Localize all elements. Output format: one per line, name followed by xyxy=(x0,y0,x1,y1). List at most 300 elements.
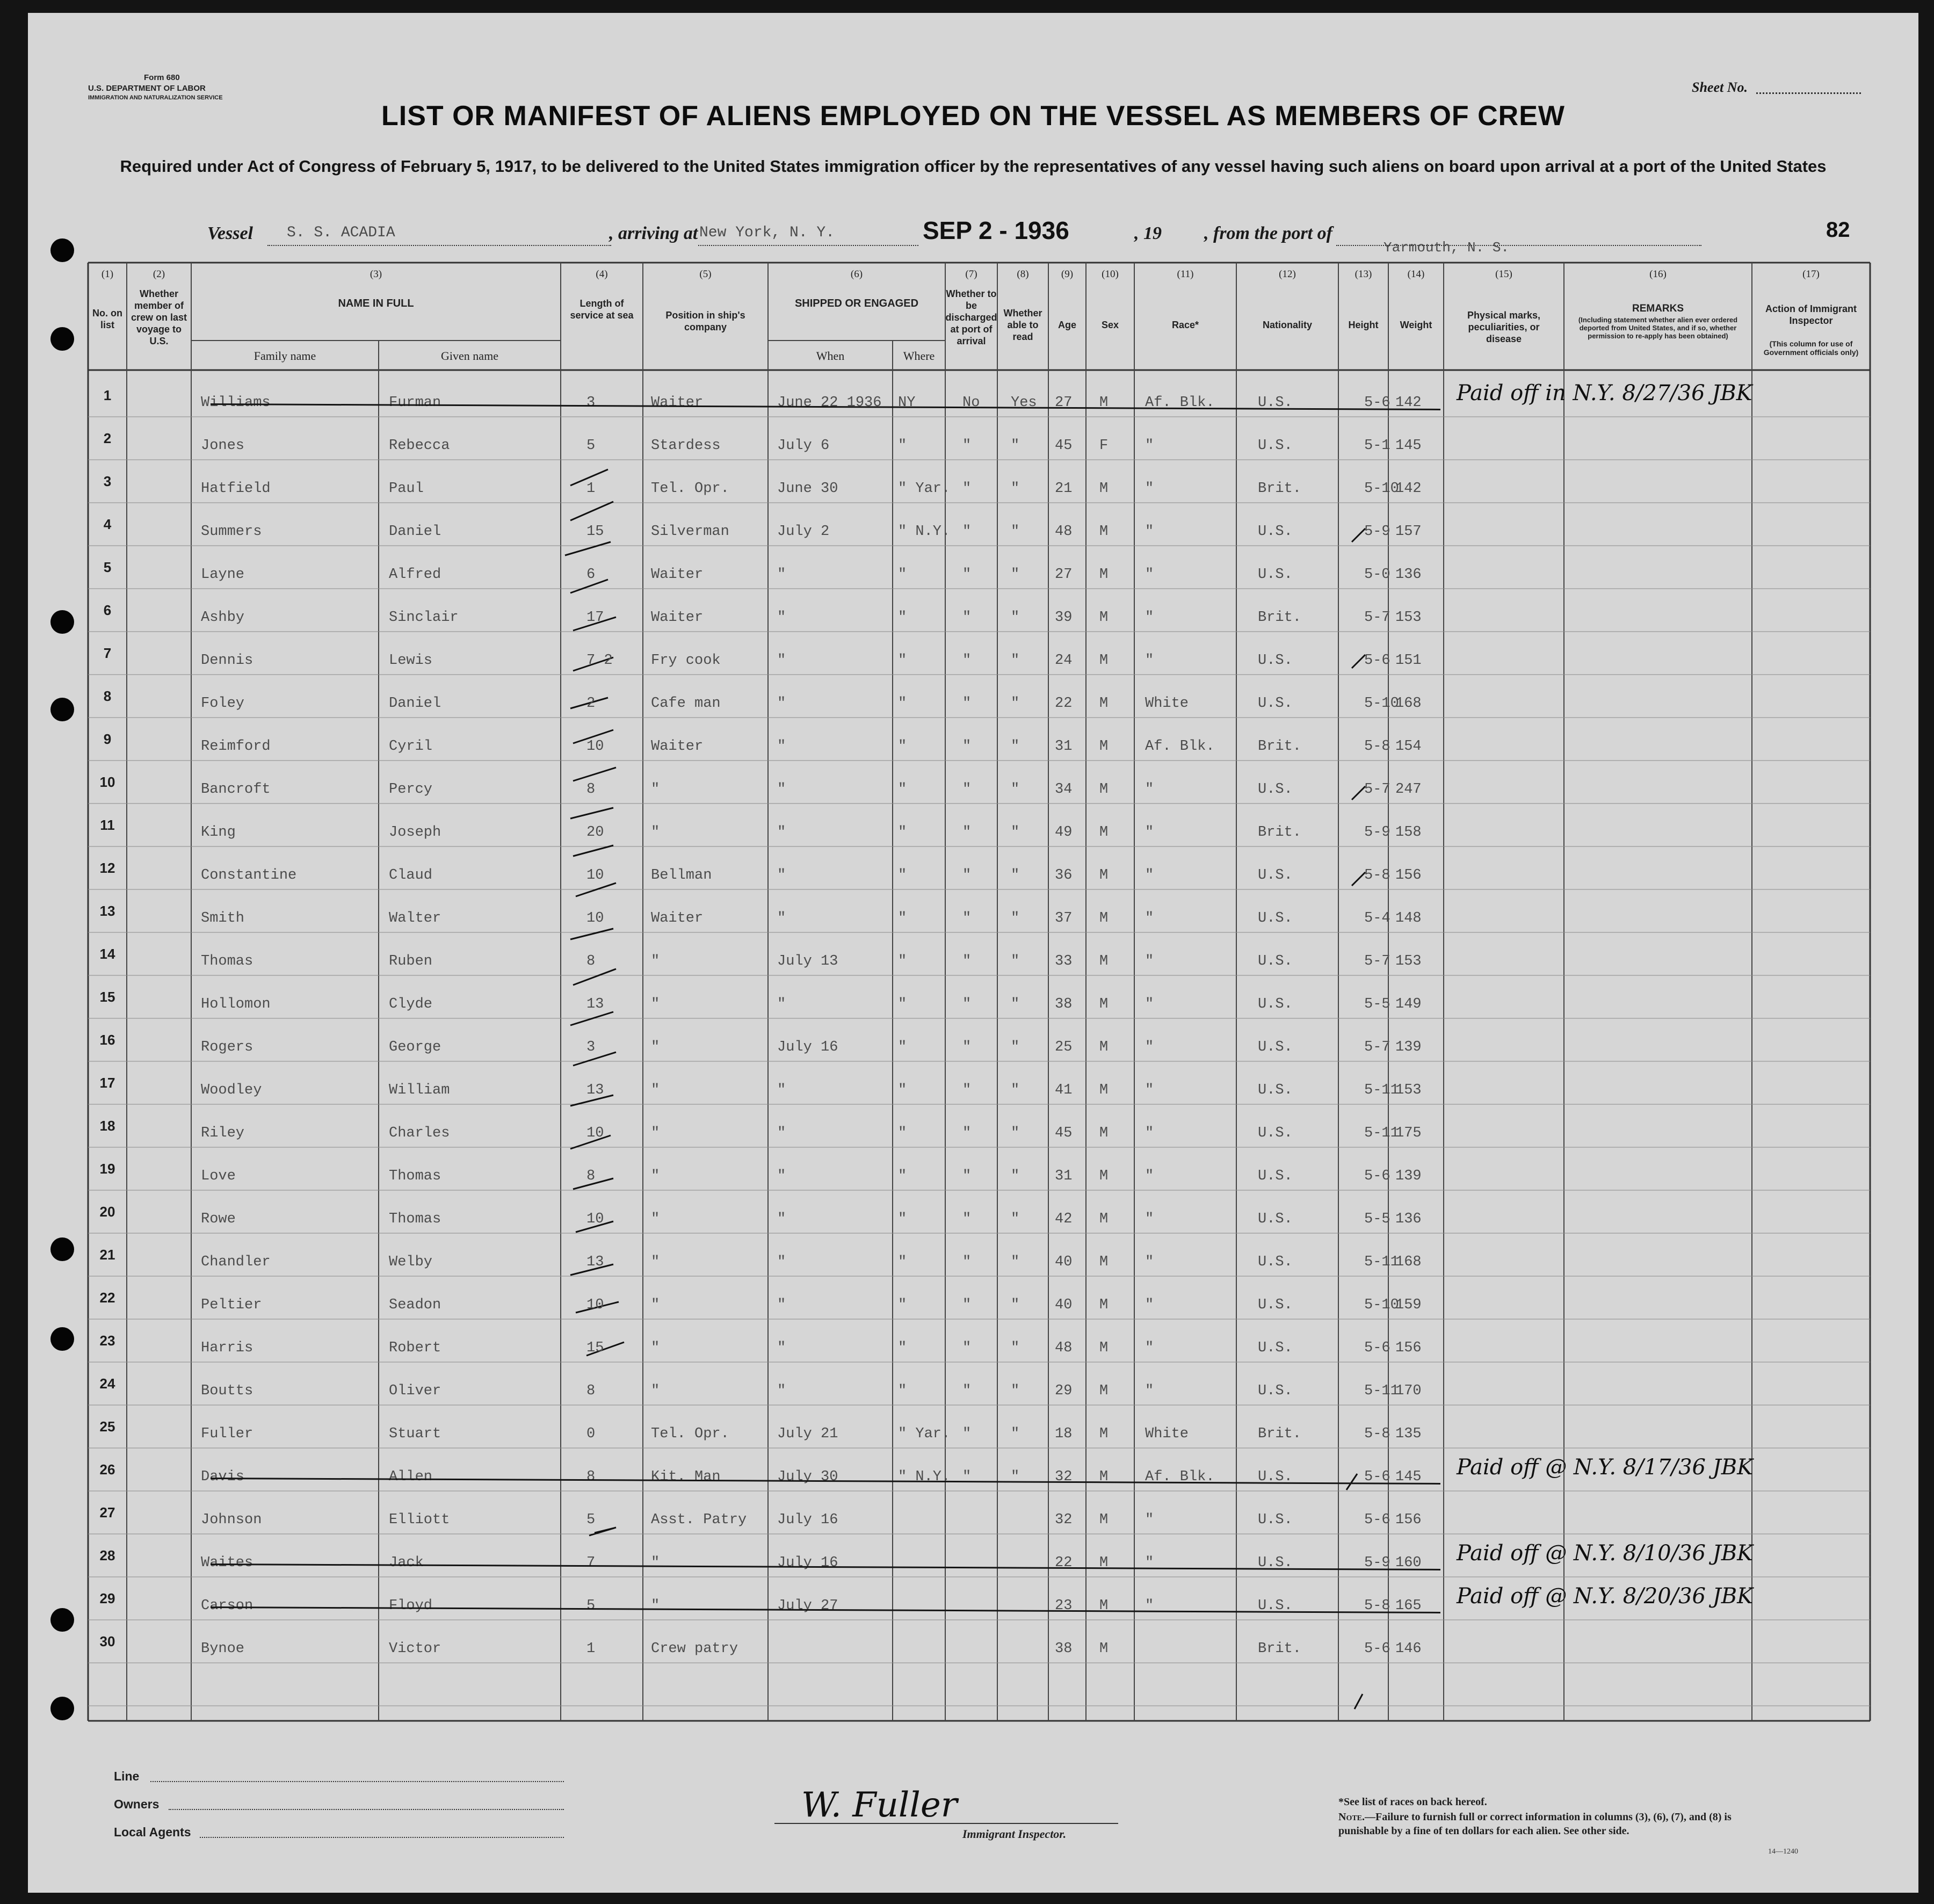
row-number: 3 xyxy=(103,473,112,489)
able-to-read-cell: " xyxy=(1011,1168,1020,1184)
given-name-cell: Joseph xyxy=(389,824,441,841)
arriving-label: , arriving at xyxy=(609,223,698,243)
weight-cell: 153 xyxy=(1395,1082,1422,1098)
age-cell: 32 xyxy=(1055,1469,1073,1485)
shipped-when-cell: July 16 xyxy=(777,1039,838,1055)
able-to-read-cell: " xyxy=(1011,953,1020,969)
shipped-where-cell: NY xyxy=(898,395,916,411)
service-length-cell: 17 xyxy=(586,610,604,626)
inspector-label: Immigrant Inspector. xyxy=(962,1827,1067,1841)
service-length-cell: 10 xyxy=(586,867,604,884)
weight-cell: 146 xyxy=(1395,1641,1422,1657)
col-header-no: No. on list xyxy=(92,308,122,330)
given-name-cell: Daniel xyxy=(389,524,441,540)
col-header-physical: Physical marks, peculiarities, or disease xyxy=(1467,310,1541,344)
age-cell: 34 xyxy=(1055,781,1073,798)
service-length-cell: 8 xyxy=(586,1168,596,1184)
position-cell: " xyxy=(651,781,660,798)
height-cell: 5-6 xyxy=(1364,395,1390,411)
year-label: , 19 xyxy=(1134,223,1162,243)
age-cell: 32 xyxy=(1055,1512,1073,1528)
sex-cell: M xyxy=(1099,696,1109,712)
family-name-cell: Woodley xyxy=(201,1082,262,1098)
race-cell: Af. Blk. xyxy=(1145,395,1215,411)
nationality-cell: U.S. xyxy=(1258,781,1293,798)
race-cell: " xyxy=(1145,1598,1154,1614)
service-length-cell: 5 xyxy=(586,1598,596,1614)
position-cell: " xyxy=(651,824,660,841)
able-to-read-cell: " xyxy=(1011,910,1020,926)
race-cell: " xyxy=(1145,1555,1154,1571)
row-number: 12 xyxy=(99,860,115,876)
col-number: (9) xyxy=(1061,269,1074,280)
shipped-when-cell: July 21 xyxy=(777,1426,838,1442)
shipped-where-cell: " xyxy=(898,781,907,798)
age-cell: 22 xyxy=(1055,696,1073,712)
from-port: Yarmouth, N. S. xyxy=(1384,240,1510,256)
sex-cell: M xyxy=(1099,996,1109,1012)
local-agents-label: Local Agents xyxy=(114,1825,191,1839)
service-length-cell: 20 xyxy=(586,824,604,841)
shipped-where-cell: " xyxy=(898,996,907,1012)
department-name: U.S. DEPARTMENT OF LABOR xyxy=(88,84,206,93)
sex-cell: M xyxy=(1099,1340,1109,1356)
sex-cell: F xyxy=(1099,438,1109,454)
discharged-cell: " xyxy=(962,610,972,626)
col-header-action: Action of Immigrant Inspector xyxy=(1765,303,1857,326)
remarks-note: (Including statement whether alien ever ordered deported from United States, and if so, whether permission to re-apply has been obtained) xyxy=(1578,316,1738,340)
age-cell: 23 xyxy=(1055,1598,1073,1614)
manifest-sheet xyxy=(28,13,1918,1893)
line-underline xyxy=(150,1781,564,1782)
row-number: 8 xyxy=(103,688,112,704)
col-number: (3) xyxy=(370,269,382,280)
position-cell: " xyxy=(651,1168,660,1184)
race-cell: " xyxy=(1145,910,1154,926)
sex-cell: M xyxy=(1099,1555,1109,1571)
weight-cell: 142 xyxy=(1395,395,1422,411)
position-cell: " xyxy=(651,1254,660,1270)
height-cell: 5-7 xyxy=(1364,953,1390,969)
weight-cell: 160 xyxy=(1395,1555,1422,1571)
family-name-cell: Williams xyxy=(201,395,271,411)
row-number: 11 xyxy=(100,817,115,833)
shipped-where-cell: " xyxy=(898,1254,907,1270)
nationality-cell: U.S. xyxy=(1258,524,1293,540)
row-number: 1 xyxy=(103,387,112,403)
able-to-read-cell: " xyxy=(1011,524,1020,540)
signature-line xyxy=(774,1823,1118,1824)
col-header-sex: Sex xyxy=(1101,320,1119,330)
height-cell: 5-10 xyxy=(1364,696,1399,712)
service-length-cell: 5 xyxy=(586,438,596,454)
family-name-cell: Johnson xyxy=(201,1512,262,1528)
shipped-when-cell: July 30 xyxy=(777,1469,838,1485)
discharged-cell: " xyxy=(962,867,972,884)
sex-cell: M xyxy=(1099,481,1109,497)
sub-header-given: Given name xyxy=(441,349,498,363)
race-cell: " xyxy=(1145,1254,1154,1270)
race-cell: " xyxy=(1145,1383,1154,1399)
sex-cell: M xyxy=(1099,1383,1109,1399)
able-to-read-cell: " xyxy=(1011,481,1020,497)
discharged-cell: " xyxy=(962,481,972,497)
able-to-read-cell: Yes xyxy=(1011,395,1037,411)
discharged-cell: " xyxy=(962,1254,972,1270)
sex-cell: M xyxy=(1099,1641,1109,1657)
page-number: 82 xyxy=(1826,218,1850,242)
given-name-cell: George xyxy=(389,1039,441,1055)
row-number: 5 xyxy=(103,559,112,575)
shipped-when-cell: July 13 xyxy=(777,953,838,969)
shipped-where-cell: " Yar. xyxy=(898,481,951,497)
able-to-read-cell: " xyxy=(1011,1297,1020,1313)
nationality-cell: U.S. xyxy=(1258,1340,1293,1356)
col-number: (5) xyxy=(699,269,712,280)
position-cell: Waiter xyxy=(651,739,704,755)
shipped-where-cell: " xyxy=(898,739,907,755)
race-cell: " xyxy=(1145,1082,1154,1098)
shipped-where-cell: " xyxy=(898,953,907,969)
race-cell: " xyxy=(1145,1125,1154,1141)
age-cell: 45 xyxy=(1055,438,1073,454)
row-number: 10 xyxy=(99,774,115,790)
able-to-read-cell: " xyxy=(1011,781,1020,798)
family-name-cell: Rogers xyxy=(201,1039,253,1055)
discharged-cell: " xyxy=(962,438,972,454)
shipped-where-cell: " xyxy=(898,610,907,626)
row-number: 22 xyxy=(99,1290,115,1306)
weight-cell: 153 xyxy=(1395,953,1422,969)
race-cell: Af. Blk. xyxy=(1145,1469,1215,1485)
service-length-cell: 15 xyxy=(586,524,604,540)
family-name-cell: Summers xyxy=(201,524,262,540)
given-name-cell: Lewis xyxy=(389,653,433,669)
sex-cell: M xyxy=(1099,653,1109,669)
col-header-race: Race* xyxy=(1171,320,1199,330)
shipped-when-cell: July 16 xyxy=(777,1555,838,1571)
discharged-cell: " xyxy=(962,524,972,540)
age-cell: 38 xyxy=(1055,1641,1073,1657)
row-number: 23 xyxy=(99,1333,115,1349)
shipped-when-cell: June 22 1936 xyxy=(777,395,882,411)
row-number: 17 xyxy=(99,1075,115,1091)
nationality-cell: Brit. xyxy=(1258,610,1302,626)
service-length-cell: 7 2 xyxy=(586,653,613,669)
document-title: LIST OR MANIFEST OF ALIENS EMPLOYED ON THE VESSEL AS MEMBERS OF CREW xyxy=(381,100,1565,132)
sex-cell: M xyxy=(1099,1297,1109,1313)
discharged-cell: " xyxy=(962,567,972,583)
nationality-cell: U.S. xyxy=(1258,1598,1293,1614)
weight-cell: 247 xyxy=(1395,781,1422,798)
discharged-cell: " xyxy=(962,910,972,926)
nationality-cell: U.S. xyxy=(1258,1383,1293,1399)
race-cell: " xyxy=(1145,1512,1154,1528)
shipped-where-cell: " xyxy=(898,696,907,712)
weight-cell: 154 xyxy=(1395,739,1422,755)
race-cell: " xyxy=(1145,1211,1154,1227)
weight-cell: 136 xyxy=(1395,1211,1422,1227)
sex-cell: M xyxy=(1099,610,1109,626)
sex-cell: M xyxy=(1099,395,1109,411)
discharged-cell: " xyxy=(962,1211,972,1227)
height-cell: 5-8 xyxy=(1364,1426,1390,1442)
able-to-read-cell: " xyxy=(1011,867,1020,884)
position-cell: Stardess xyxy=(651,438,721,454)
position-cell: Waiter xyxy=(651,610,704,626)
height-cell: 5-5 xyxy=(1364,996,1390,1012)
able-to-read-cell: " xyxy=(1011,996,1020,1012)
service-length-cell: 8 xyxy=(586,1383,596,1399)
height-cell: 5-0 xyxy=(1364,567,1390,583)
position-cell: Silverman xyxy=(651,524,729,540)
nationality-cell: U.S. xyxy=(1258,910,1293,926)
age-cell: 29 xyxy=(1055,1383,1073,1399)
family-name-cell: Bynoe xyxy=(201,1641,245,1657)
height-cell: 5-7 xyxy=(1364,1039,1390,1055)
race-cell: " xyxy=(1145,996,1154,1012)
given-name-cell: Elliott xyxy=(389,1512,450,1528)
age-cell: 24 xyxy=(1055,653,1073,669)
col-header-read: Whether able to read xyxy=(1003,308,1042,342)
family-name-cell: Hatfield xyxy=(201,481,271,497)
sex-cell: M xyxy=(1099,781,1109,798)
race-cell: " xyxy=(1145,524,1154,540)
service-length-cell: 5 xyxy=(586,1512,596,1528)
sex-cell: M xyxy=(1099,1598,1109,1614)
family-name-cell: Smith xyxy=(201,910,245,926)
row-number: 24 xyxy=(99,1375,115,1392)
able-to-read-cell: " xyxy=(1011,1039,1020,1055)
sex-cell: M xyxy=(1099,867,1109,884)
service-length-cell: 6 xyxy=(586,567,596,583)
family-name-cell: Waites xyxy=(201,1555,253,1571)
col-number: (12) xyxy=(1279,269,1296,280)
given-name-cell: Claud xyxy=(389,867,433,884)
given-name-cell: Furman xyxy=(389,395,441,411)
sex-cell: M xyxy=(1099,1168,1109,1184)
service-name: IMMIGRATION AND NATURALIZATION SERVICE xyxy=(88,95,223,101)
form-number: Form 680 xyxy=(144,73,180,82)
given-name-cell: Allen xyxy=(389,1469,433,1485)
col-number: (4) xyxy=(596,269,608,280)
paid-off-remark: Paid off @ N.Y. 8/17/36 JBK xyxy=(1457,1455,1753,1480)
weight-cell: 142 xyxy=(1395,481,1422,497)
sex-cell: M xyxy=(1099,1039,1109,1055)
service-length-cell: 3 xyxy=(586,395,596,411)
nationality-cell: U.S. xyxy=(1258,567,1293,583)
age-cell: 49 xyxy=(1055,824,1073,841)
age-cell: 38 xyxy=(1055,996,1073,1012)
shipped-when-cell: " xyxy=(777,1297,786,1313)
weight-cell: 149 xyxy=(1395,996,1422,1012)
weight-cell: 153 xyxy=(1395,610,1422,626)
shipped-when-cell: " xyxy=(777,1082,786,1098)
service-length-cell: 1 xyxy=(586,481,596,497)
col-header-height: Height xyxy=(1348,320,1379,330)
race-cell: Af. Blk. xyxy=(1145,739,1215,755)
given-name-cell: Thomas xyxy=(389,1211,441,1227)
shipped-where-cell: " xyxy=(898,438,907,454)
discharged-cell: No xyxy=(962,395,980,411)
given-name-cell: Walter xyxy=(389,910,441,926)
position-cell: Tel. Opr. xyxy=(651,1426,729,1442)
age-cell: 31 xyxy=(1055,739,1073,755)
sheet-number-label: Sheet No. xyxy=(1692,79,1748,95)
race-cell: " xyxy=(1145,438,1154,454)
shipped-when-cell: " xyxy=(777,567,786,583)
race-cell: " xyxy=(1145,610,1154,626)
sex-cell: M xyxy=(1099,824,1109,841)
height-cell: 5-4 xyxy=(1364,910,1390,926)
discharged-cell: " xyxy=(962,1297,972,1313)
position-cell: Waiter xyxy=(651,567,704,583)
col-number: (2) xyxy=(153,269,165,280)
shipped-when-cell: " xyxy=(777,739,786,755)
nationality-cell: U.S. xyxy=(1258,1125,1293,1141)
shipped-when-cell: " xyxy=(777,653,786,669)
race-cell: White xyxy=(1145,1426,1189,1442)
discharged-cell: " xyxy=(962,1469,972,1485)
shipped-where-cell: " xyxy=(898,1168,907,1184)
nationality-cell: U.S. xyxy=(1258,438,1293,454)
row-number: 9 xyxy=(103,731,112,747)
row-number: 30 xyxy=(99,1633,115,1649)
col-number: (7) xyxy=(965,269,977,280)
sex-cell: M xyxy=(1099,1426,1109,1442)
service-length-cell: 15 xyxy=(586,1340,604,1356)
height-cell: 5-6 xyxy=(1364,1168,1390,1184)
paid-off-remark: Paid off @ N.Y. 8/10/36 JBK xyxy=(1457,1541,1753,1566)
row-number: 25 xyxy=(99,1418,115,1435)
race-cell: " xyxy=(1145,824,1154,841)
given-name-cell: Daniel xyxy=(389,696,441,712)
row-number: 14 xyxy=(99,946,115,962)
service-length-cell: 3 xyxy=(586,1039,596,1055)
race-cell: " xyxy=(1145,953,1154,969)
weight-cell: 148 xyxy=(1395,910,1422,926)
height-cell: 5-6 xyxy=(1364,1469,1390,1485)
weight-cell: 170 xyxy=(1395,1383,1422,1399)
col-header-remarks: REMARKS xyxy=(1632,303,1684,314)
family-name-cell: Ashby xyxy=(201,610,245,626)
col-number: (17) xyxy=(1802,269,1820,280)
discharged-cell: " xyxy=(962,1426,972,1442)
discharged-cell: " xyxy=(962,1383,972,1399)
able-to-read-cell: " xyxy=(1011,653,1020,669)
form-code: 14—1240 xyxy=(1768,1848,1798,1856)
family-name-cell: Foley xyxy=(201,696,245,712)
given-name-cell: Seadon xyxy=(389,1297,441,1313)
fine-note xyxy=(1338,1810,1747,1838)
able-to-read-cell: " xyxy=(1011,1383,1020,1399)
weight-cell: 136 xyxy=(1395,567,1422,583)
able-to-read-cell: " xyxy=(1011,739,1020,755)
sex-cell: M xyxy=(1099,1469,1109,1485)
age-cell: 45 xyxy=(1055,1125,1073,1141)
height-cell: 5-7 xyxy=(1364,610,1390,626)
position-cell: Bellman xyxy=(651,867,712,884)
weight-cell: 135 xyxy=(1395,1426,1422,1442)
age-cell: 31 xyxy=(1055,1168,1073,1184)
family-name-cell: Thomas xyxy=(201,953,253,969)
col-header-position: Position in ship's company xyxy=(665,310,745,332)
race-cell: White xyxy=(1145,696,1189,712)
row-number: 28 xyxy=(99,1547,115,1563)
position-cell: Waiter xyxy=(651,395,704,411)
from-port-label: , from the port of xyxy=(1204,223,1332,243)
weight-cell: 139 xyxy=(1395,1039,1422,1055)
service-length-cell: 10 xyxy=(586,1125,604,1141)
discharged-cell: " xyxy=(962,1168,972,1184)
shipped-when-cell: " xyxy=(777,910,786,926)
service-length-cell: 8 xyxy=(586,953,596,969)
shipped-when-cell: " xyxy=(777,1383,786,1399)
given-name-cell: Alfred xyxy=(389,567,441,583)
row-number: 20 xyxy=(99,1204,115,1220)
family-name-cell: Constantine xyxy=(201,867,297,884)
col-number: (16) xyxy=(1649,269,1667,280)
col-header-service: Length of service at sea xyxy=(570,298,634,321)
service-length-cell: 10 xyxy=(586,1211,604,1227)
shipped-when-cell: July 27 xyxy=(777,1598,838,1614)
row-number: 2 xyxy=(103,430,112,446)
service-length-cell: 10 xyxy=(586,1297,604,1313)
position-cell: " xyxy=(651,1039,660,1055)
row-number: 19 xyxy=(99,1161,115,1177)
weight-cell: 165 xyxy=(1395,1598,1422,1614)
given-name-cell: Ruben xyxy=(389,953,433,969)
document-subtitle: Required under Act of Congress of February 5, 1917, to be delivered to the United States immigration officer by the representatives of any vessel having such aliens on board upon arrival at a port of the United States xyxy=(120,157,1827,176)
col-number: (11) xyxy=(1177,269,1194,280)
position-cell: " xyxy=(651,1082,660,1098)
agents-underline xyxy=(200,1837,564,1838)
service-length-cell: 10 xyxy=(586,910,604,926)
position-cell: Cafe man xyxy=(651,696,721,712)
height-cell: 5-8 xyxy=(1364,739,1390,755)
height-cell: 5-8 xyxy=(1364,1598,1390,1614)
weight-cell: 139 xyxy=(1395,1168,1422,1184)
sex-cell: M xyxy=(1099,910,1109,926)
weight-cell: 151 xyxy=(1395,653,1422,669)
discharged-cell: " xyxy=(962,739,972,755)
weight-cell: 156 xyxy=(1395,867,1422,884)
col-header-shipped: SHIPPED OR ENGAGED xyxy=(794,298,919,309)
nationality-cell: U.S. xyxy=(1258,1082,1293,1098)
able-to-read-cell: " xyxy=(1011,1082,1020,1098)
nationality-cell: U.S. xyxy=(1258,1512,1293,1528)
given-name-cell: Oliver xyxy=(389,1383,441,1399)
family-name-cell: Hollomon xyxy=(201,996,271,1012)
col-number: (8) xyxy=(1017,269,1029,280)
height-cell: 5-11 xyxy=(1364,1254,1399,1270)
weight-cell: 168 xyxy=(1395,696,1422,712)
height-cell: 5-11 xyxy=(1364,1082,1399,1098)
shipped-when-cell: " xyxy=(777,610,786,626)
age-cell: 48 xyxy=(1055,524,1073,540)
weight-cell: 168 xyxy=(1395,1254,1422,1270)
discharged-cell: " xyxy=(962,953,972,969)
row-number: 16 xyxy=(99,1032,115,1048)
col-number: (6) xyxy=(850,269,863,280)
able-to-read-cell: " xyxy=(1011,1211,1020,1227)
shipped-where-cell: " Yar. xyxy=(898,1426,951,1442)
given-name-cell: William xyxy=(389,1082,450,1098)
height-cell: 5-9 xyxy=(1364,1555,1390,1571)
able-to-read-cell: " xyxy=(1011,1340,1020,1356)
nationality-cell: U.S. xyxy=(1258,1211,1293,1227)
owners-underline xyxy=(169,1809,564,1810)
